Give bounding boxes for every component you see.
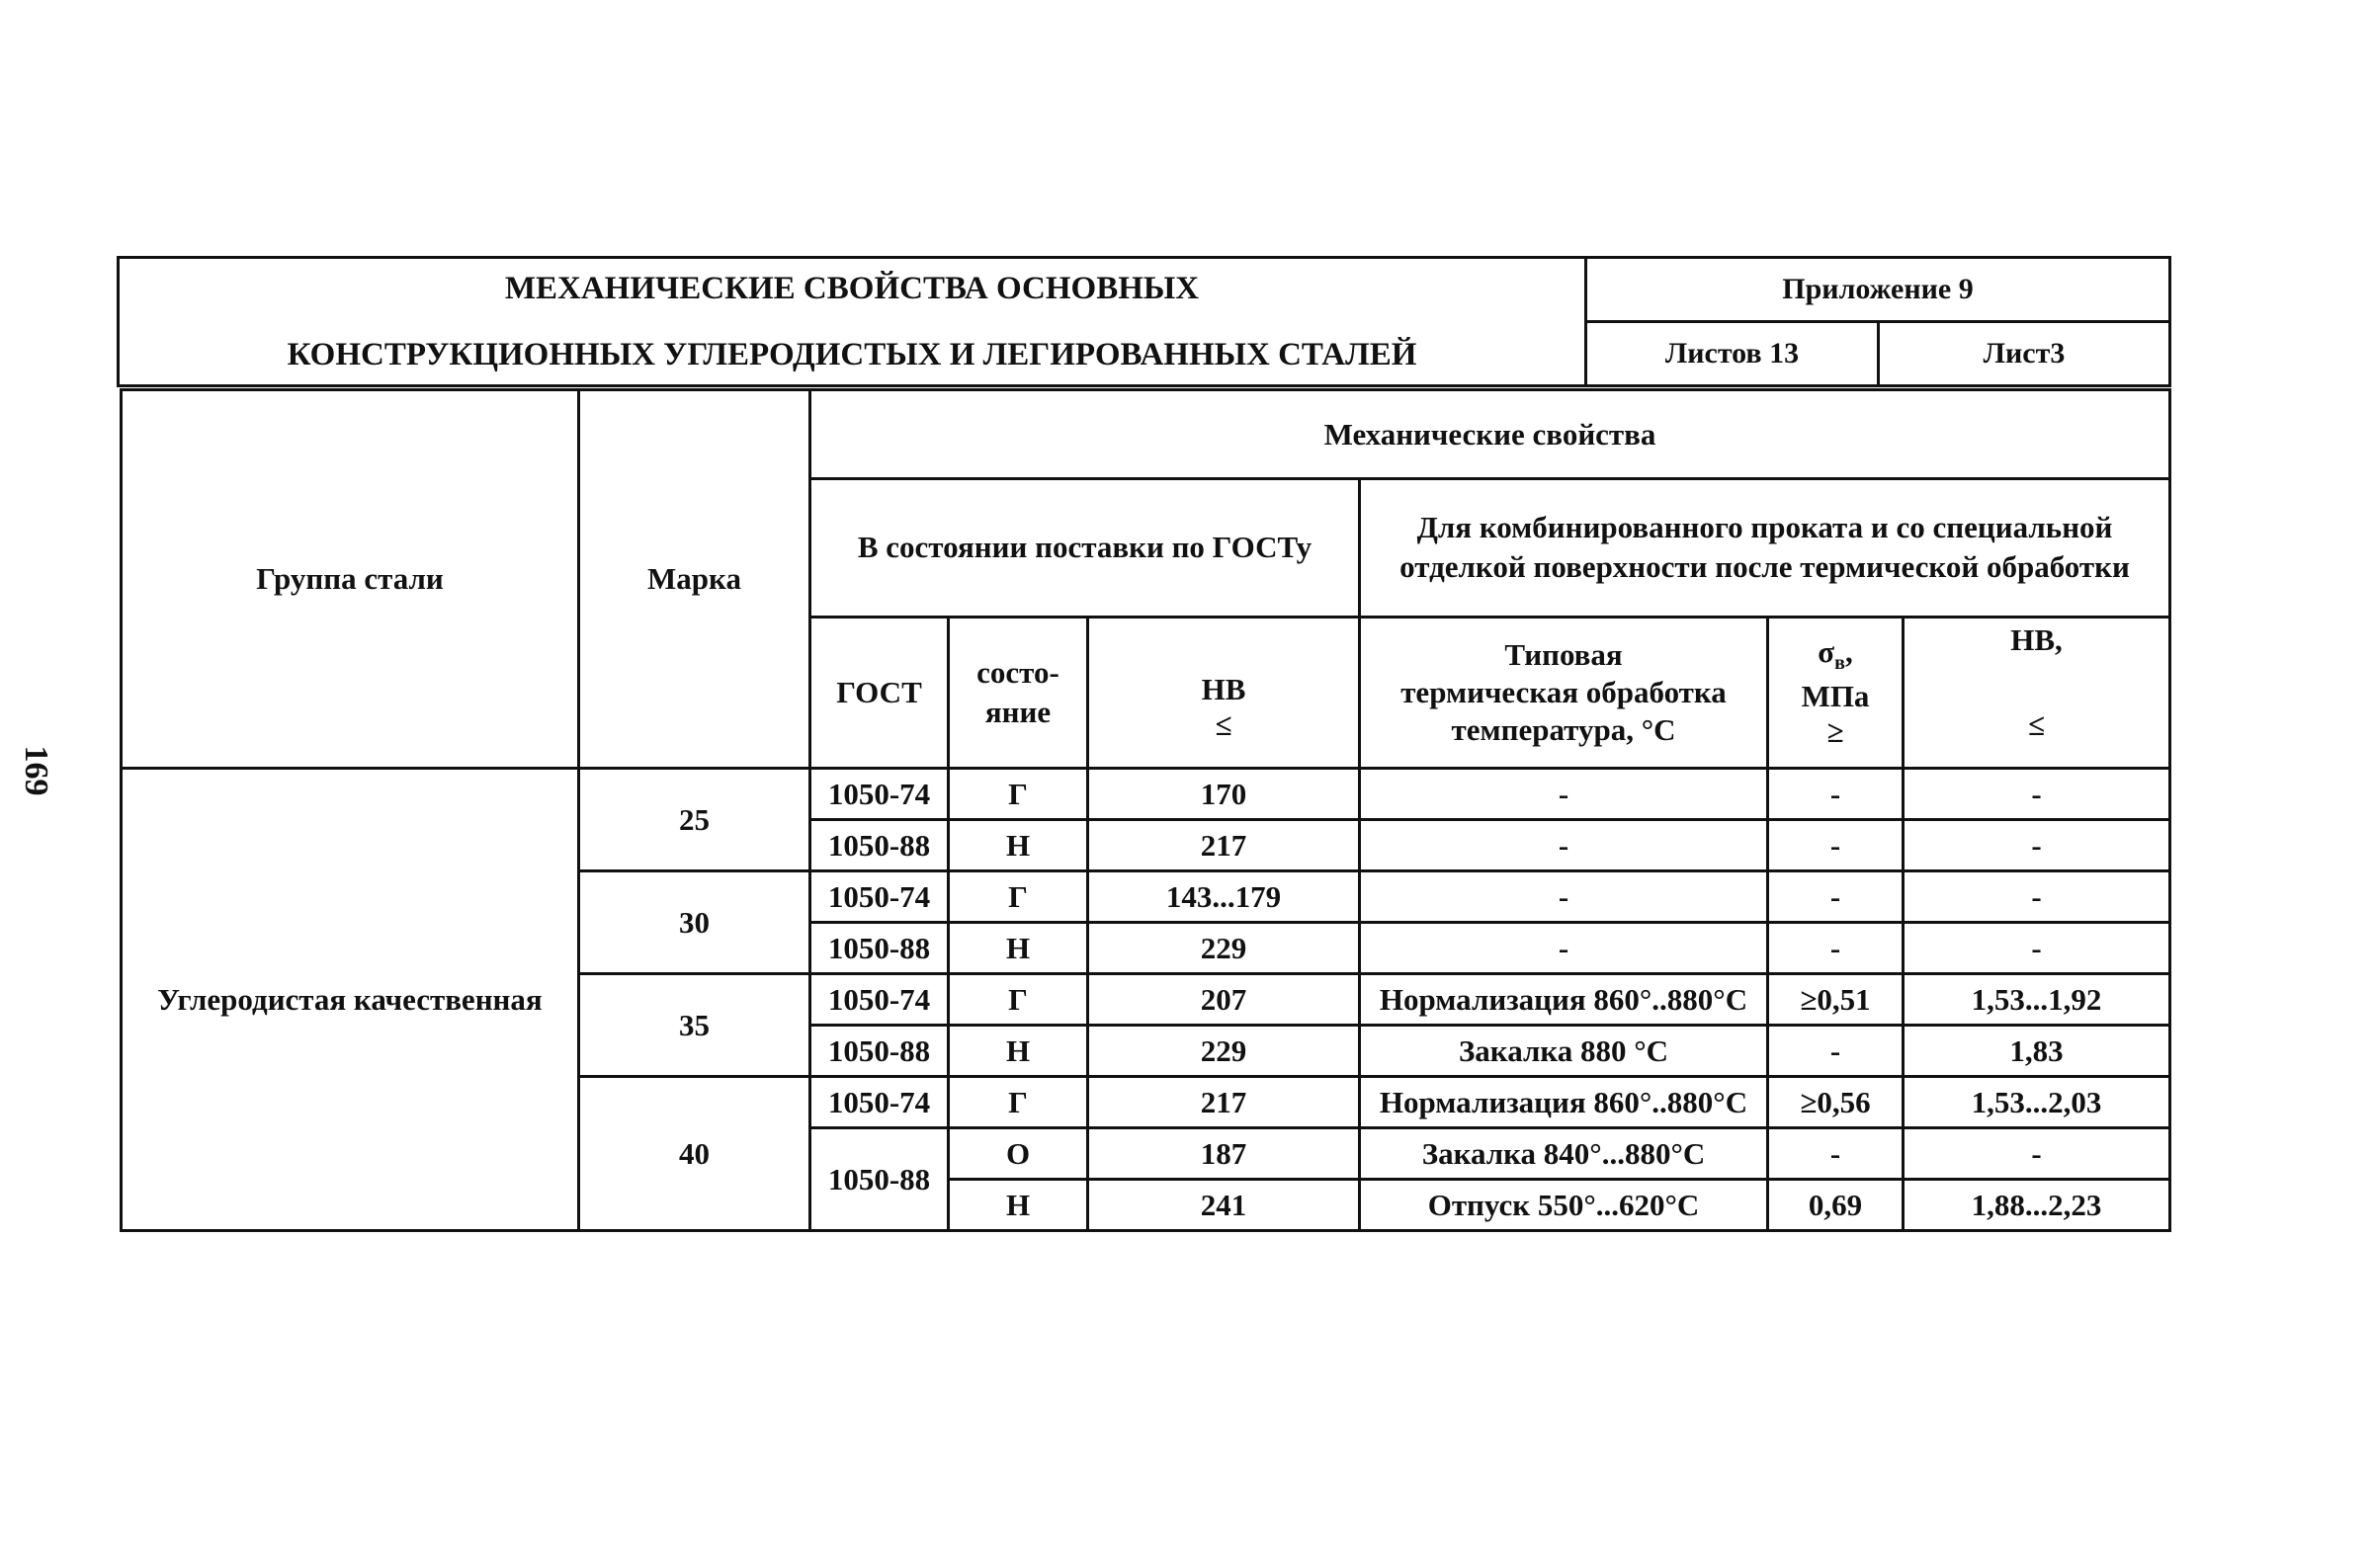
hb2-cell: 1,53...2,03 [1904, 1077, 2170, 1128]
gost-cell: 1050-74 [810, 769, 949, 820]
treatment-cell: - [1360, 871, 1768, 923]
hb2-cell: - [1904, 769, 2170, 820]
gost-cell: 1050-74 [810, 974, 949, 1026]
state-cell: Г [949, 769, 1088, 820]
document-header [117, 256, 2171, 387]
hb-cell: 207 [1088, 974, 1360, 1026]
hb2-cell: - [1904, 871, 2170, 923]
col-mech-props: Механические свойства [810, 390, 2170, 479]
hb-cell: 170 [1088, 769, 1360, 820]
page-number: 169 [18, 745, 54, 796]
gost-cell: 1050-88 [810, 1026, 949, 1077]
grade-cell: 40 [579, 1077, 810, 1231]
hb-cell: 217 [1088, 820, 1360, 871]
hb2-cell: 1,83 [1904, 1026, 2170, 1077]
sigma-cell: - [1768, 1128, 1904, 1180]
col-delivery: В состоянии поставки по ГОСТу [810, 479, 1360, 617]
grade-cell: 35 [579, 974, 810, 1077]
treatment-cell: Закалка 840°...880°С [1360, 1128, 1768, 1180]
col-sigma-unit: МПа [1801, 679, 1870, 714]
treatment-cell: - [1360, 769, 1768, 820]
col-hb2-le: ≤ [2028, 706, 2046, 742]
sigma-cell: - [1768, 769, 1904, 820]
sigma-symbol: σ [1818, 634, 1835, 670]
hb-cell: 241 [1088, 1180, 1360, 1231]
col-hb2-label: НВ, [2010, 621, 2063, 657]
state-cell: О [949, 1128, 1088, 1180]
col-combined: Для комбинированного проката и со специальной отделкой поверхности после термической обработки [1360, 479, 2170, 617]
sigma-subscript: в [1834, 652, 1845, 675]
sigma-cell: - [1768, 1026, 1904, 1077]
state-cell: Г [949, 1077, 1088, 1128]
sheets-total: Листов 13 [1586, 322, 1879, 386]
col-sigma-ge: ≥ [1826, 714, 1844, 750]
col-treatment: Типовая термическая обработка температура, °С [1360, 617, 1768, 768]
properties-table [120, 388, 2171, 1232]
sigma-cell: 0,69 [1768, 1180, 1904, 1231]
col-state: состо- яние [949, 617, 1088, 768]
hb-cell: 187 [1088, 1128, 1360, 1180]
treatment-cell: Нормализация 860°..880°С [1360, 974, 1768, 1026]
state-cell: Н [949, 1180, 1088, 1231]
title-line-1: МЕХАНИЧЕСКИЕ СВОЙСТВА ОСНОВНЫХ [504, 270, 1200, 306]
sheet-number: Лист3 [1879, 322, 2170, 386]
sigma-cell: - [1768, 871, 1904, 923]
appendix-label: Приложение 9 [1586, 258, 2170, 322]
col-group: Группа стали [122, 390, 579, 769]
col-gost: ГОСТ [810, 617, 949, 768]
gost-cell: 1050-88 [810, 923, 949, 974]
sigma-cell: ≥0,51 [1768, 974, 1904, 1026]
state-cell: Н [949, 820, 1088, 871]
table-row [122, 769, 2170, 820]
hb2-cell: - [1904, 820, 2170, 871]
hb2-cell: 1,53...1,92 [1904, 974, 2170, 1026]
state-cell: Г [949, 974, 1088, 1026]
hb2-cell: - [1904, 923, 2170, 974]
col-hb-le: ≤ [1215, 706, 1232, 742]
gost-cell: 1050-74 [810, 871, 949, 923]
gost-cell: 1050-88 [810, 820, 949, 871]
document-title [119, 258, 1586, 386]
hb-cell: 217 [1088, 1077, 1360, 1128]
treatment-cell: Отпуск 550°...620°С [1360, 1180, 1768, 1231]
treatment-cell: - [1360, 820, 1768, 871]
hb2-cell: 1,88...2,23 [1904, 1180, 2170, 1231]
col-hb-label: НВ [1201, 671, 1246, 706]
state-cell: Г [949, 871, 1088, 923]
col-hb2 [1904, 617, 2170, 768]
col-hb [1088, 617, 1360, 768]
state-cell: Н [949, 923, 1088, 974]
gost-cell: 1050-74 [810, 1077, 949, 1128]
sigma-comma: , [1844, 634, 1853, 670]
col-sigma [1768, 617, 1904, 768]
group-cell: Углеродистая качественная [122, 769, 579, 1231]
hb-cell: 143...179 [1088, 871, 1360, 923]
treatment-cell: Нормализация 860°..880°С [1360, 1077, 1768, 1128]
state-cell: Н [949, 1026, 1088, 1077]
grade-cell: 25 [579, 769, 810, 871]
treatment-cell: Закалка 880 °С [1360, 1026, 1768, 1077]
title-line-2: КОНСТРУКЦИОННЫХ УГЛЕРОДИСТЫХ И ЛЕГИРОВАННЫХ СТАЛЕЙ [287, 336, 1417, 372]
sigma-cell: - [1768, 923, 1904, 974]
hb-cell: 229 [1088, 1026, 1360, 1077]
treatment-cell: - [1360, 923, 1768, 974]
hb2-cell: - [1904, 1128, 2170, 1180]
hb-cell: 229 [1088, 923, 1360, 974]
sigma-cell: ≥0,56 [1768, 1077, 1904, 1128]
col-grade: Марка [579, 390, 810, 769]
gost-cell: 1050-88 [810, 1128, 949, 1231]
grade-cell: 30 [579, 871, 810, 974]
sigma-cell: - [1768, 820, 1904, 871]
